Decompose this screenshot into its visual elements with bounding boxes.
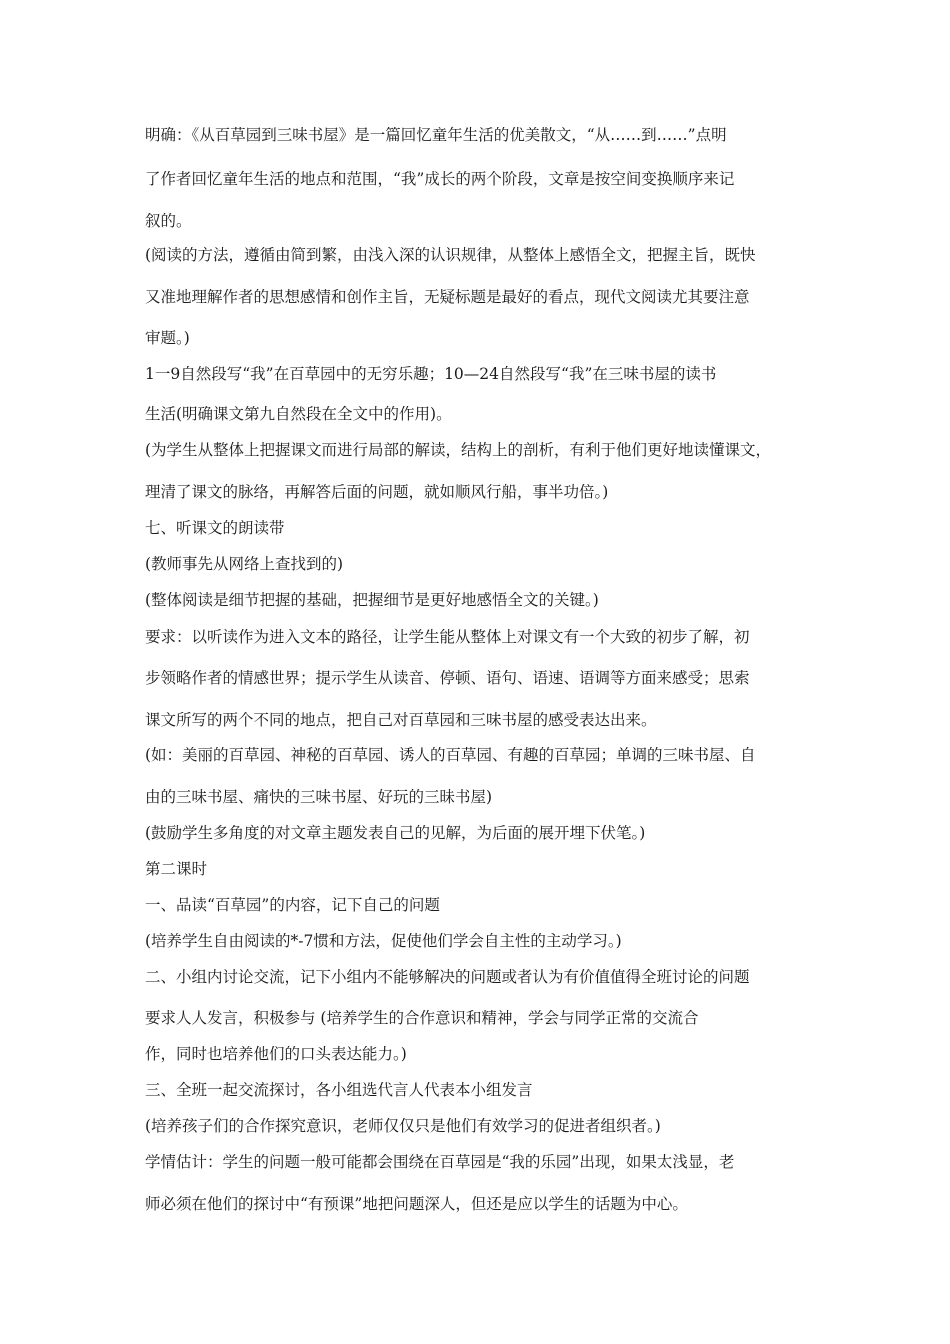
text-line: (如：美丽的百草园、神秘的百草园、诱人的百草园、有趣的百草园；单调的三味书屋、自	[145, 746, 756, 764]
text-line: 审题。)	[145, 329, 190, 347]
text-line: 步领略作者的情感世界；提示学生从读音、停顿、语句、语速、语调等方面来感受；思索	[145, 669, 750, 687]
section-heading: 第二课时	[145, 860, 208, 878]
text-line: 要求：以听读作为进入文本的路径，让学生能从整体上对课文有一个大致的初步了解，初	[145, 628, 750, 646]
text-line: 叙的。	[145, 212, 192, 230]
text-line: 由的三味书屋、痛快的三味书屋、好玩的三昧书屋)	[145, 788, 493, 806]
section-heading: 七、听课文的朗读带	[145, 519, 285, 537]
text-line: 作，同时也培养他们的口头表达能力。)	[145, 1045, 407, 1063]
text-line: 明确：《从百草园到三味书屋》是一篇回忆童年生活的优美散文，“从……到……”点明	[145, 126, 727, 144]
text-line: (培养孩子们的合作探究意识，老师仅仅只是他们有效学习的促进者组织者。)	[145, 1117, 661, 1135]
text-line: 学情估计：学生的问题一般可能都会围绕在百草园是“我的乐园”出现，如果太浅显，老	[145, 1153, 735, 1171]
text-line: (为学生从整体上把握课文而进行局部的解读，结构上的剖析，有利于他们更好地读懂课文，	[145, 441, 772, 459]
text-line: (阅读的方法，遵循由简到繁，由浅入深的认识规律，从整体上感悟全文，把握主旨，既快	[145, 246, 756, 264]
text-line: 理清了课文的脉络，再解答后面的问题，就如顺风行船，事半功倍。)	[145, 483, 609, 501]
text-line: 了作者回忆童年生活的地点和范围，“我”成长的两个阶段，文章是按空间变换顺序来记	[145, 170, 735, 188]
text-line: 二、小组内讨论交流，记下小组内不能够解决的问题或者认为有价值值得全班讨论的问题	[145, 968, 750, 986]
text-line: 师必须在他们的探讨中“有预课”地把问题深人，但还是应以学生的话题为中心。	[145, 1195, 688, 1213]
text-line: 课文所写的两个不同的地点，把自己对百草园和三味书屋的感受表达出来。	[145, 711, 657, 729]
text-line: (教师事先从网络上查找到的)	[145, 555, 344, 573]
text-line: 又准地理解作者的思想感情和创作主旨，无疑标题是最好的看点，现代文阅读尤其要注意	[145, 288, 750, 306]
text-line: 要求人人发言，积极参与 (培养学生的合作意识和精神，学会与同学正常的交流合	[145, 1009, 699, 1027]
text-line: 生活(明确课文第九自然段在全文中的作用)。	[145, 405, 452, 423]
text-line: 1一9自然段写“我”在百草园中的无穷乐趣；10—24自然段写“我”在三味书屋的读书	[145, 365, 717, 383]
text-line: (培养学生自由阅读的*-7惯和方法，促使他们学会自主性的主动学习。)	[145, 932, 622, 950]
text-line: (鼓励学生多角度的对文章主题发表自己的见解，为后面的展开埋下伏笔。)	[145, 824, 646, 842]
text-line: 一、品读“百草园”的内容，记下自己的问题	[145, 896, 440, 914]
text-line: (整体阅读是细节把握的基础，把握细节是更好地感悟全文的关键。)	[145, 591, 599, 609]
text-line: 三、全班一起交流探讨，各小组选代言人代表本小组发言	[145, 1081, 533, 1099]
